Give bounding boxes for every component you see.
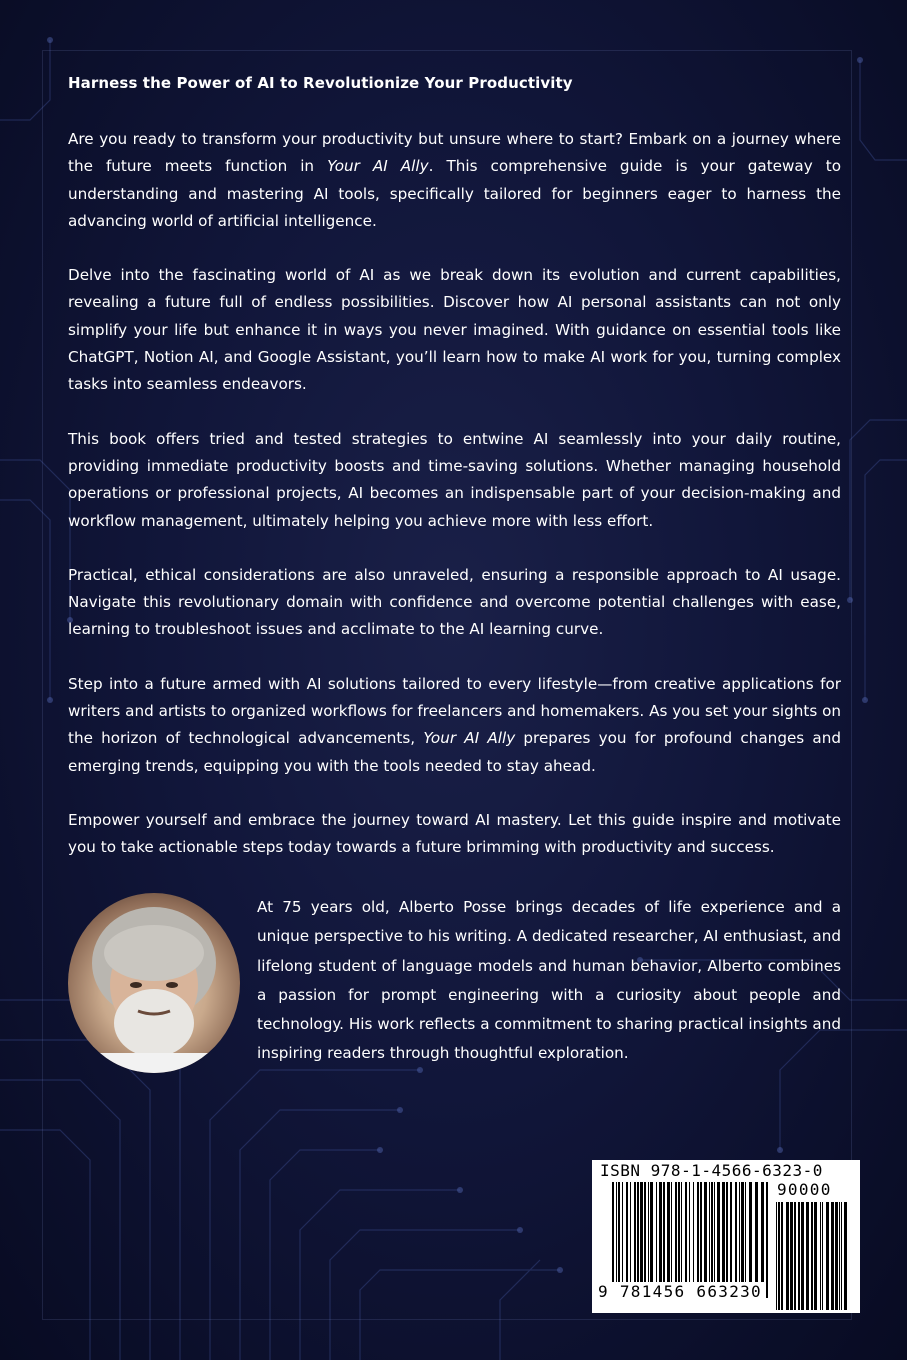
barcode-bar (693, 1182, 694, 1298)
barcode-bar (820, 1202, 821, 1310)
headline: Harness the Power of AI to Revolutionize Your Productivity (68, 74, 573, 92)
barcode-bar (722, 1182, 725, 1298)
barcode-bar (671, 1182, 672, 1298)
barcode-bar (648, 1182, 649, 1298)
book-title-italic: Your AI Ally (423, 729, 516, 748)
barcode-bar (739, 1182, 740, 1298)
barcode-bar (714, 1182, 715, 1298)
barcode-bar (794, 1202, 796, 1310)
barcode-bar (735, 1182, 737, 1298)
barcode-bar (618, 1182, 620, 1298)
barcode-bar (689, 1182, 690, 1298)
barcode-bar (726, 1182, 728, 1298)
barcode-bar (622, 1182, 623, 1298)
author-bio: At 75 years old, Alberto Posse brings decades of life experience and a unique perspective to his writing. A dedicated researcher, AI enthusiast, and lifelong student of language models and human behavior, Alberto combines a passion for prompt engineering with a curiosity about people and technology. His work reflects a commitment to sharing practical insights and inspiring readers through thoughtful exploration. (257, 898, 841, 1063)
barcode-bar (841, 1202, 842, 1310)
barcode-bar (644, 1182, 646, 1298)
barcode-bar (745, 1182, 746, 1298)
barcode-bar (811, 1202, 813, 1310)
barcode-bar (717, 1182, 720, 1298)
barcode-bar (755, 1182, 758, 1298)
paragraph-5: Step into a future armed with AI solutions tailored to every lifestyle—from creative applications for writers and artists to organized workflows for freelancers and homemakers. As you set your sights on the horizon of technological advancements, Your AI Ally prepares you for profound changes and emerging trends, equipping you with the tools needed to stay ahead. (68, 674, 841, 775)
barcode-bar (700, 1182, 702, 1298)
barcode-bar (675, 1182, 677, 1298)
barcode-bar (822, 1202, 823, 1310)
barcode-bar (709, 1182, 710, 1298)
barcode-bar (801, 1202, 804, 1310)
barcode-bar (634, 1182, 636, 1298)
barcode-bar (659, 1182, 662, 1298)
barcode-bar (630, 1182, 631, 1298)
barcode-bar (730, 1182, 732, 1298)
isbn-label: ISBN 978-1-4566-6323-0 (600, 1161, 823, 1180)
author-section (68, 893, 841, 1083)
paragraph-2: Delve into the fascinating world of AI as we break down its evolution and current capabilities, revealing a future full of endless possibilities. Discover how AI personal assistants can not only simplify your life but enhance it in ways you never imagined. With guidance on essential tools like ChatGPT, Notion AI, and Google Assistant, you’ll learn how to make AI work for you, turning complex tasks into seamless endeavors. (68, 266, 841, 394)
barcode-bar (844, 1202, 847, 1310)
barcode-bar (697, 1182, 699, 1298)
barcode-bar (781, 1202, 783, 1310)
barcode-bar (612, 1182, 614, 1298)
barcode-bar (704, 1182, 707, 1298)
barcode-bar (685, 1182, 687, 1298)
barcode-bar (656, 1182, 657, 1298)
barcode-bar (640, 1182, 643, 1298)
barcode-bar (778, 1202, 780, 1310)
barcode-bar (681, 1182, 682, 1298)
author-portrait-icon (68, 893, 240, 1073)
barcode-bar (711, 1182, 713, 1298)
barcode-bar (749, 1182, 752, 1298)
barcode-bar (831, 1202, 834, 1310)
barcode-bar (786, 1202, 789, 1310)
barcode-bar (814, 1202, 817, 1310)
addon-code: 90000 (777, 1180, 832, 1199)
barcode-bar (626, 1182, 628, 1298)
author-photo (68, 893, 240, 1073)
barcode-bar (678, 1182, 680, 1298)
barcode-bar (766, 1182, 768, 1298)
barcode-bar (839, 1202, 840, 1310)
barcode-bar (806, 1202, 809, 1310)
paragraph-6: Empower yourself and embrace the journey toward AI mastery. Let this guide inspire and motivate you to take actionable steps today towards a future brimming with productivity and success. (68, 810, 841, 857)
barcode-bar (835, 1202, 838, 1310)
paragraph-1: Are you ready to transform your productivity but unsure where to start? Embark on a journey where the future meets function in Your AI Ally. This comprehensive guide is your gateway to understanding and mastering AI tools, specifically tailored for beginners eager to harness the advancing world of artificial intelligence. (68, 130, 841, 230)
barcode-bar (826, 1202, 829, 1310)
barcode-bar (616, 1182, 617, 1298)
barcode-bar (798, 1202, 800, 1310)
barcode-bar (637, 1182, 639, 1298)
ean-digits: 9 781456 663230 (598, 1282, 762, 1301)
paragraph-4: Practical, ethical considerations are also unraveled, ensuring a responsible approach to AI usage. Navigate this revolutionary domain with confidence and overcome potential challenges with ease, learning to troubleshoot issues and acclimate to the AI learning curve. (68, 565, 841, 639)
book-title-italic: Your AI Ally (327, 157, 429, 176)
barcode-bar (741, 1182, 744, 1298)
barcode-bar (776, 1202, 777, 1310)
barcode-bar (790, 1202, 793, 1310)
back-cover-text (68, 72, 841, 889)
isbn-barcode (592, 1160, 860, 1313)
barcode-bar (761, 1182, 764, 1298)
barcode-bar (650, 1182, 653, 1298)
barcode-bar (667, 1182, 670, 1298)
paragraph-3: This book offers tried and tested strategies to entwine AI seamlessly into your daily routine, providing immediate productivity boosts and time-saving solutions. Whether managing household operations or professional projects, AI becomes an indispensable part of your decision-making and workflow management, ultimately helping you achieve more with less effort. (68, 429, 841, 530)
barcode-bar (663, 1182, 665, 1298)
